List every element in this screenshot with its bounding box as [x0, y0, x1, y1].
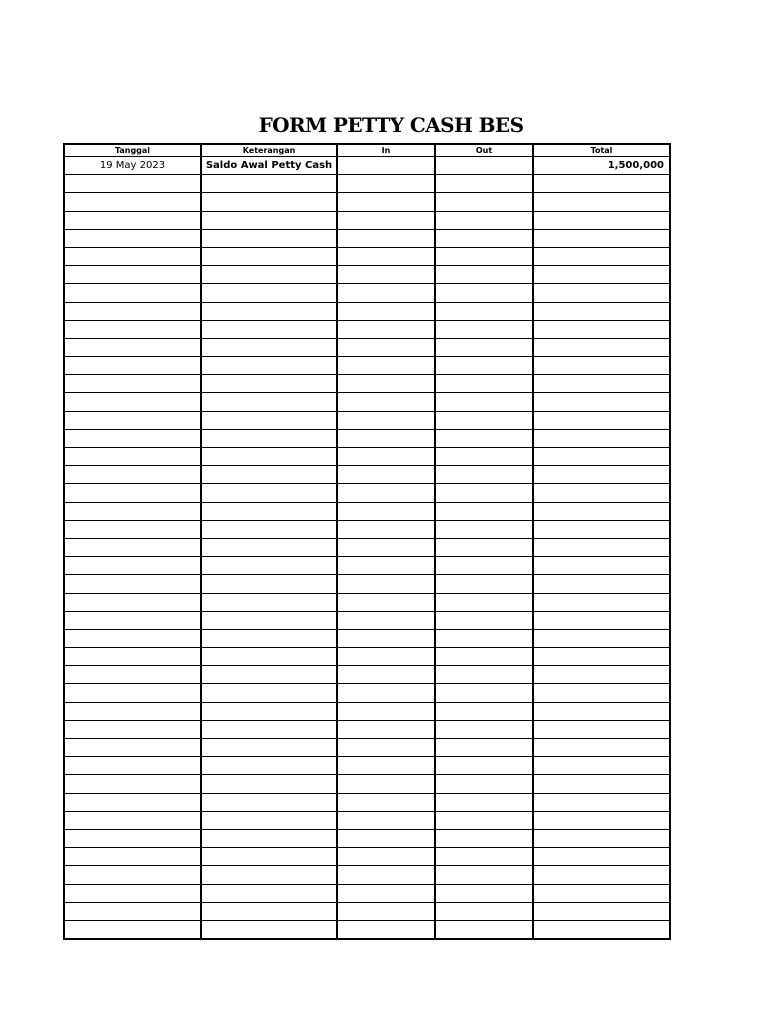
cell-total [533, 429, 670, 447]
column-header-keterangan: Keterangan [201, 144, 337, 157]
cell-keterangan [201, 466, 337, 484]
cell-in [337, 302, 435, 320]
cell-in [337, 266, 435, 284]
cell-in [337, 429, 435, 447]
cell-in [337, 375, 435, 393]
cell-out [435, 175, 533, 193]
column-header-tanggal: Tanggal [64, 144, 201, 157]
cell-in [337, 393, 435, 411]
empty-table-row [64, 247, 670, 265]
cell-keterangan [201, 593, 337, 611]
cell-keterangan [201, 829, 337, 847]
cell-in [337, 629, 435, 647]
cell-tanggal [64, 175, 201, 193]
cell-out [435, 466, 533, 484]
cell-tanggal [64, 538, 201, 556]
cell-out [435, 157, 533, 175]
cell-tanggal [64, 902, 201, 920]
cell-out [435, 575, 533, 593]
cell-tanggal [64, 757, 201, 775]
empty-table-row [64, 229, 670, 247]
cell-total [533, 884, 670, 902]
cell-in [337, 229, 435, 247]
cell-total [533, 538, 670, 556]
cell-keterangan [201, 357, 337, 375]
empty-table-row [64, 775, 670, 793]
empty-table-row [64, 320, 670, 338]
cell-keterangan [201, 448, 337, 466]
cell-out [435, 720, 533, 738]
cell-out [435, 829, 533, 847]
cell-tanggal [64, 866, 201, 884]
cell-tanggal [64, 466, 201, 484]
cell-keterangan [201, 811, 337, 829]
cell-total [533, 284, 670, 302]
cell-total [533, 593, 670, 611]
cell-tanggal [64, 793, 201, 811]
cell-out [435, 611, 533, 629]
table-header [64, 144, 670, 157]
cell-tanggal [64, 411, 201, 429]
empty-table-row [64, 829, 670, 847]
cell-total [533, 466, 670, 484]
cell-out [435, 757, 533, 775]
empty-table-row [64, 920, 670, 939]
cell-out [435, 739, 533, 757]
column-header-in: In [337, 144, 435, 157]
empty-table-row [64, 466, 670, 484]
cell-in [337, 175, 435, 193]
cell-total [533, 648, 670, 666]
cell-total [533, 175, 670, 193]
empty-table-row [64, 357, 670, 375]
cell-out [435, 629, 533, 647]
cell-in [337, 193, 435, 211]
cell-total [533, 193, 670, 211]
empty-table-row [64, 684, 670, 702]
empty-table-row [64, 720, 670, 738]
cell-tanggal [64, 193, 201, 211]
cell-keterangan [201, 193, 337, 211]
cell-keterangan [201, 320, 337, 338]
empty-table-row [64, 393, 670, 411]
cell-out [435, 375, 533, 393]
cell-tanggal [64, 557, 201, 575]
cell-in [337, 520, 435, 538]
empty-table-row [64, 611, 670, 629]
cell-keterangan [201, 247, 337, 265]
cell-keterangan [201, 502, 337, 520]
cell-tanggal [64, 393, 201, 411]
empty-table-row [64, 575, 670, 593]
cell-out [435, 557, 533, 575]
cell-total [533, 829, 670, 847]
petty-cash-table [63, 143, 671, 940]
cell-keterangan [201, 775, 337, 793]
cell-keterangan [201, 175, 337, 193]
cell-tanggal [64, 775, 201, 793]
cell-keterangan [201, 884, 337, 902]
cell-out [435, 266, 533, 284]
cell-in [337, 848, 435, 866]
cell-keterangan [201, 866, 337, 884]
cell-in [337, 357, 435, 375]
cell-keterangan [201, 757, 337, 775]
cell-keterangan [201, 429, 337, 447]
cell-in [337, 411, 435, 429]
cell-in [337, 157, 435, 175]
cell-keterangan [201, 920, 337, 939]
cell-tanggal: 19 May 2023 [64, 157, 201, 175]
cell-out [435, 484, 533, 502]
cell-in [337, 757, 435, 775]
cell-tanggal [64, 684, 201, 702]
cell-total [533, 266, 670, 284]
empty-table-row [64, 648, 670, 666]
cell-keterangan [201, 739, 337, 757]
cell-tanggal [64, 811, 201, 829]
cell-out [435, 247, 533, 265]
cell-in [337, 448, 435, 466]
cell-in [337, 284, 435, 302]
cell-keterangan [201, 666, 337, 684]
cell-out [435, 302, 533, 320]
cell-total [533, 247, 670, 265]
cell-keterangan [201, 902, 337, 920]
cell-tanggal [64, 720, 201, 738]
cell-in [337, 466, 435, 484]
cell-out [435, 193, 533, 211]
cell-tanggal [64, 920, 201, 939]
cell-in [337, 211, 435, 229]
cell-out [435, 538, 533, 556]
cell-total [533, 302, 670, 320]
cell-total [533, 211, 670, 229]
cell-keterangan [201, 284, 337, 302]
empty-table-row [64, 557, 670, 575]
cell-out [435, 775, 533, 793]
cell-total [533, 502, 670, 520]
cell-in [337, 739, 435, 757]
cell-in [337, 648, 435, 666]
cell-total [533, 338, 670, 356]
cell-out [435, 411, 533, 429]
cell-tanggal [64, 266, 201, 284]
cell-in [337, 793, 435, 811]
cell-out [435, 520, 533, 538]
empty-table-row [64, 811, 670, 829]
empty-table-row [64, 175, 670, 193]
cell-keterangan [201, 302, 337, 320]
empty-table-row [64, 902, 670, 920]
cell-total [533, 757, 670, 775]
cell-in [337, 811, 435, 829]
cell-total [533, 629, 670, 647]
empty-table-row [64, 502, 670, 520]
empty-table-row [64, 866, 670, 884]
form-title: FORM PETTY CASH BES [258, 113, 524, 137]
cell-tanggal [64, 884, 201, 902]
cell-keterangan [201, 629, 337, 647]
table-row [64, 157, 670, 175]
empty-table-row [64, 266, 670, 284]
cell-out [435, 502, 533, 520]
cell-tanggal [64, 520, 201, 538]
cell-keterangan [201, 393, 337, 411]
cell-total [533, 375, 670, 393]
cell-total [533, 702, 670, 720]
cell-in [337, 866, 435, 884]
cell-keterangan: Saldo Awal Petty Cash [201, 157, 337, 175]
cell-out [435, 284, 533, 302]
cell-total [533, 720, 670, 738]
cell-tanggal [64, 284, 201, 302]
cell-keterangan [201, 793, 337, 811]
cell-out [435, 866, 533, 884]
cell-total [533, 666, 670, 684]
cell-out [435, 393, 533, 411]
cell-keterangan [201, 229, 337, 247]
cell-total [533, 866, 670, 884]
cell-in [337, 720, 435, 738]
empty-table-row [64, 284, 670, 302]
cell-out [435, 848, 533, 866]
cell-tanggal [64, 211, 201, 229]
cell-out [435, 684, 533, 702]
cell-in [337, 920, 435, 939]
cell-keterangan [201, 848, 337, 866]
cell-tanggal [64, 247, 201, 265]
cell-in [337, 702, 435, 720]
empty-table-row [64, 593, 670, 611]
cell-keterangan [201, 484, 337, 502]
cell-total [533, 775, 670, 793]
cell-in [337, 338, 435, 356]
cell-in [337, 611, 435, 629]
cell-keterangan [201, 266, 337, 284]
cell-out [435, 666, 533, 684]
empty-table-row [64, 302, 670, 320]
cell-keterangan [201, 575, 337, 593]
cell-in [337, 484, 435, 502]
cell-total [533, 920, 670, 939]
cell-total [533, 684, 670, 702]
cell-total [533, 357, 670, 375]
cell-keterangan [201, 520, 337, 538]
cell-out [435, 793, 533, 811]
cell-total [533, 448, 670, 466]
empty-table-row [64, 338, 670, 356]
cell-in [337, 247, 435, 265]
empty-table-row [64, 193, 670, 211]
cell-in [337, 775, 435, 793]
cell-out [435, 429, 533, 447]
empty-table-row [64, 448, 670, 466]
cell-in [337, 557, 435, 575]
cell-tanggal [64, 484, 201, 502]
cell-out [435, 702, 533, 720]
cell-tanggal [64, 666, 201, 684]
cell-tanggal [64, 848, 201, 866]
cell-total [533, 520, 670, 538]
cell-keterangan [201, 720, 337, 738]
cell-in [337, 575, 435, 593]
cell-in [337, 538, 435, 556]
cell-in [337, 593, 435, 611]
cell-total: 1,500,000 [533, 157, 670, 175]
cell-keterangan [201, 211, 337, 229]
cell-in [337, 684, 435, 702]
cell-out [435, 229, 533, 247]
empty-table-row [64, 666, 670, 684]
cell-total [533, 411, 670, 429]
cell-tanggal [64, 302, 201, 320]
empty-table-row [64, 429, 670, 447]
empty-table-row [64, 484, 670, 502]
empty-table-row [64, 884, 670, 902]
cell-keterangan [201, 375, 337, 393]
empty-table-row [64, 757, 670, 775]
cell-out [435, 811, 533, 829]
empty-table-row [64, 739, 670, 757]
cell-total [533, 393, 670, 411]
cell-out [435, 920, 533, 939]
cell-keterangan [201, 411, 337, 429]
empty-table-row [64, 375, 670, 393]
cell-tanggal [64, 629, 201, 647]
cell-total [533, 484, 670, 502]
cell-out [435, 211, 533, 229]
cell-out [435, 593, 533, 611]
empty-table-row [64, 629, 670, 647]
cell-out [435, 902, 533, 920]
cell-tanggal [64, 739, 201, 757]
cell-tanggal [64, 229, 201, 247]
empty-table-row [64, 538, 670, 556]
cell-total [533, 575, 670, 593]
empty-table-row [64, 520, 670, 538]
cell-tanggal [64, 429, 201, 447]
cell-keterangan [201, 611, 337, 629]
cell-total [533, 611, 670, 629]
cell-keterangan [201, 648, 337, 666]
column-header-total: Total [533, 144, 670, 157]
cell-total [533, 793, 670, 811]
cell-in [337, 884, 435, 902]
cell-total [533, 320, 670, 338]
cell-tanggal [64, 357, 201, 375]
cell-keterangan [201, 684, 337, 702]
cell-out [435, 648, 533, 666]
empty-table-row [64, 411, 670, 429]
cell-tanggal [64, 575, 201, 593]
cell-out [435, 338, 533, 356]
cell-in [337, 829, 435, 847]
empty-table-row [64, 211, 670, 229]
cell-total [533, 557, 670, 575]
cell-tanggal [64, 338, 201, 356]
cell-out [435, 320, 533, 338]
table-body [64, 157, 670, 940]
cell-keterangan [201, 557, 337, 575]
cell-keterangan [201, 538, 337, 556]
cell-in [337, 666, 435, 684]
cell-total [533, 739, 670, 757]
cell-out [435, 448, 533, 466]
column-header-out: Out [435, 144, 533, 157]
cell-total [533, 229, 670, 247]
cell-keterangan [201, 338, 337, 356]
empty-table-row [64, 793, 670, 811]
cell-total [533, 902, 670, 920]
cell-tanggal [64, 702, 201, 720]
cell-out [435, 357, 533, 375]
cell-total [533, 811, 670, 829]
cell-tanggal [64, 448, 201, 466]
cell-keterangan [201, 702, 337, 720]
cell-total [533, 848, 670, 866]
header-row [64, 144, 670, 157]
cell-tanggal [64, 829, 201, 847]
cell-in [337, 502, 435, 520]
empty-table-row [64, 848, 670, 866]
empty-table-row [64, 702, 670, 720]
cell-tanggal [64, 648, 201, 666]
cell-tanggal [64, 611, 201, 629]
cell-tanggal [64, 375, 201, 393]
cell-in [337, 902, 435, 920]
cell-out [435, 884, 533, 902]
cell-tanggal [64, 320, 201, 338]
cell-tanggal [64, 593, 201, 611]
cell-tanggal [64, 502, 201, 520]
cell-in [337, 320, 435, 338]
